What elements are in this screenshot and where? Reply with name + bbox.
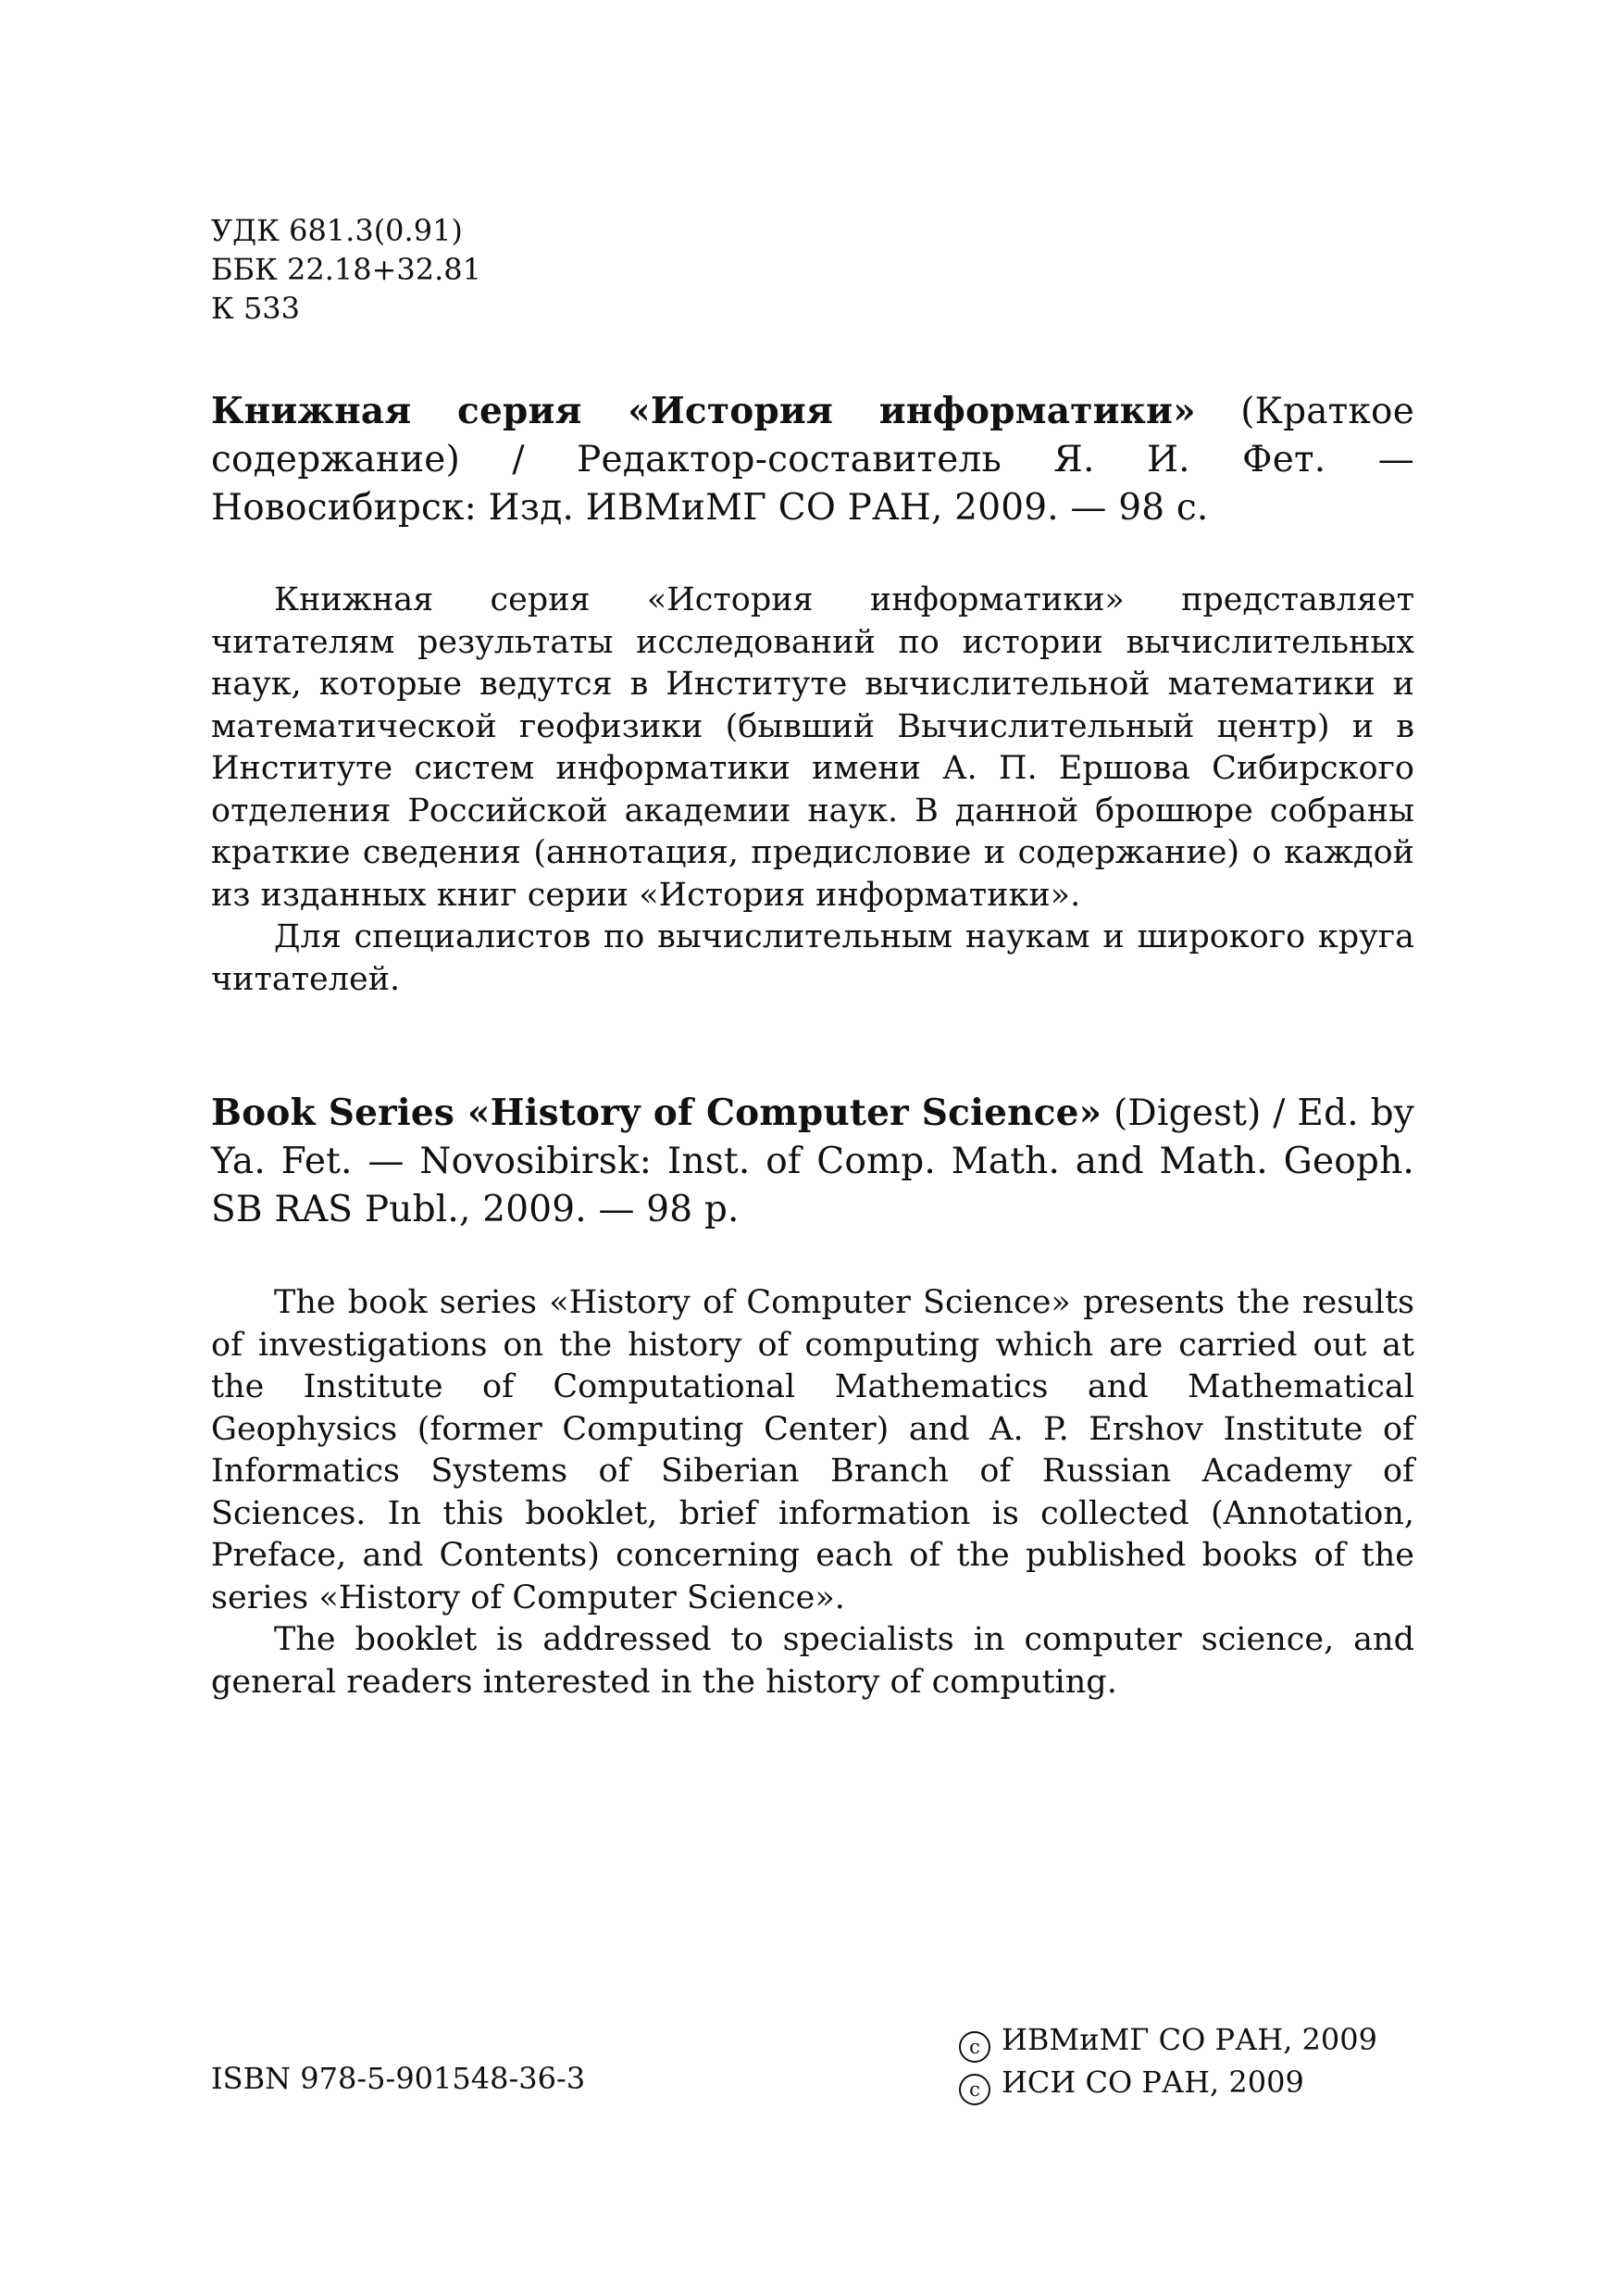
english-bibliographic-entry: [211, 1089, 1414, 1234]
english-series-title: Book Series «History of Computer Science»: [211, 1092, 1102, 1134]
copyright-notices: [959, 2020, 1377, 2105]
russian-annotation: [211, 580, 1414, 1001]
russian-entry-details: (Краткое содержание) / Редактор-составитель Я. И. Фет. — Новосибирск: Изд. ИВМиМГ СО РАН, 2009. — 98 с.: [211, 391, 1414, 529]
russian-bibliographic-entry: [211, 387, 1414, 532]
english-annotation: [211, 1282, 1414, 1703]
author-mark: К 533: [211, 291, 301, 326]
english-annotation-paragraph: The book series «History of Computer Science» presents the results of investigations on the history of computing which are carried out at the Institute of Computational Mathematics and Mathematical Geophysics (former Computing Center) and A. P. Ershov Institute of Informatics Systems of Siberian Branch of Russian Academy of Sciences. In this booklet, brief information is collected (Annotation, Preface, and Contents) concerning each of the published books of the series «History of Computer Science».: [211, 1284, 1414, 1616]
classification-codes: [211, 211, 481, 328]
isbn-number: ISBN 978-5-901548-36-3: [211, 2061, 586, 2096]
copyright-holder-ivmimg: ИВМиМГ СО РАН, 2009: [1002, 2022, 1377, 2057]
russian-annotation-paragraph: Книжная серия «История информатики» представляет читателям результаты исследований по истории вычислительных наук, которые ведутся в Институте вычислительной математики и математической геофизики (бывший Вычислительный центр) и в Институте систем информатики имени А. П. Ершова Сибирского отделения Российской академии наук. В данной брошюре собраны краткие сведения (аннотация, предисловие и содержание) о каждой из изданных книг серии «История информатики».: [211, 581, 1414, 914]
english-audience-paragraph: The booklet is addressed to specialists in computer science, and general readers interested in the history of computing.: [211, 1621, 1414, 1701]
russian-audience-paragraph: Для специалистов по вычислительным наукам и широкого круга читателей.: [211, 918, 1414, 998]
bbk-code: ББК 22.18+32.81: [211, 252, 481, 287]
udk-code: УДК 681.3(0.91): [211, 213, 463, 248]
copyright-icon: c: [959, 2031, 990, 2063]
copyright-line-isi: [959, 2063, 1377, 2105]
english-entry-details: (Digest) / Ed. by Ya. Fet. — Novosibirsk: Inst. of Comp. Math. and Math. Geoph. SB RAS Publ., 2009. — 98 p.: [211, 1092, 1414, 1230]
copyright-holder-isi: ИСИ СО РАН, 2009: [1002, 2065, 1304, 2100]
copyright-line-ivmimg: [959, 2020, 1377, 2063]
copyright-icon: c: [959, 2074, 990, 2105]
russian-series-title: Книжная серия «История информатики»: [211, 390, 1196, 432]
